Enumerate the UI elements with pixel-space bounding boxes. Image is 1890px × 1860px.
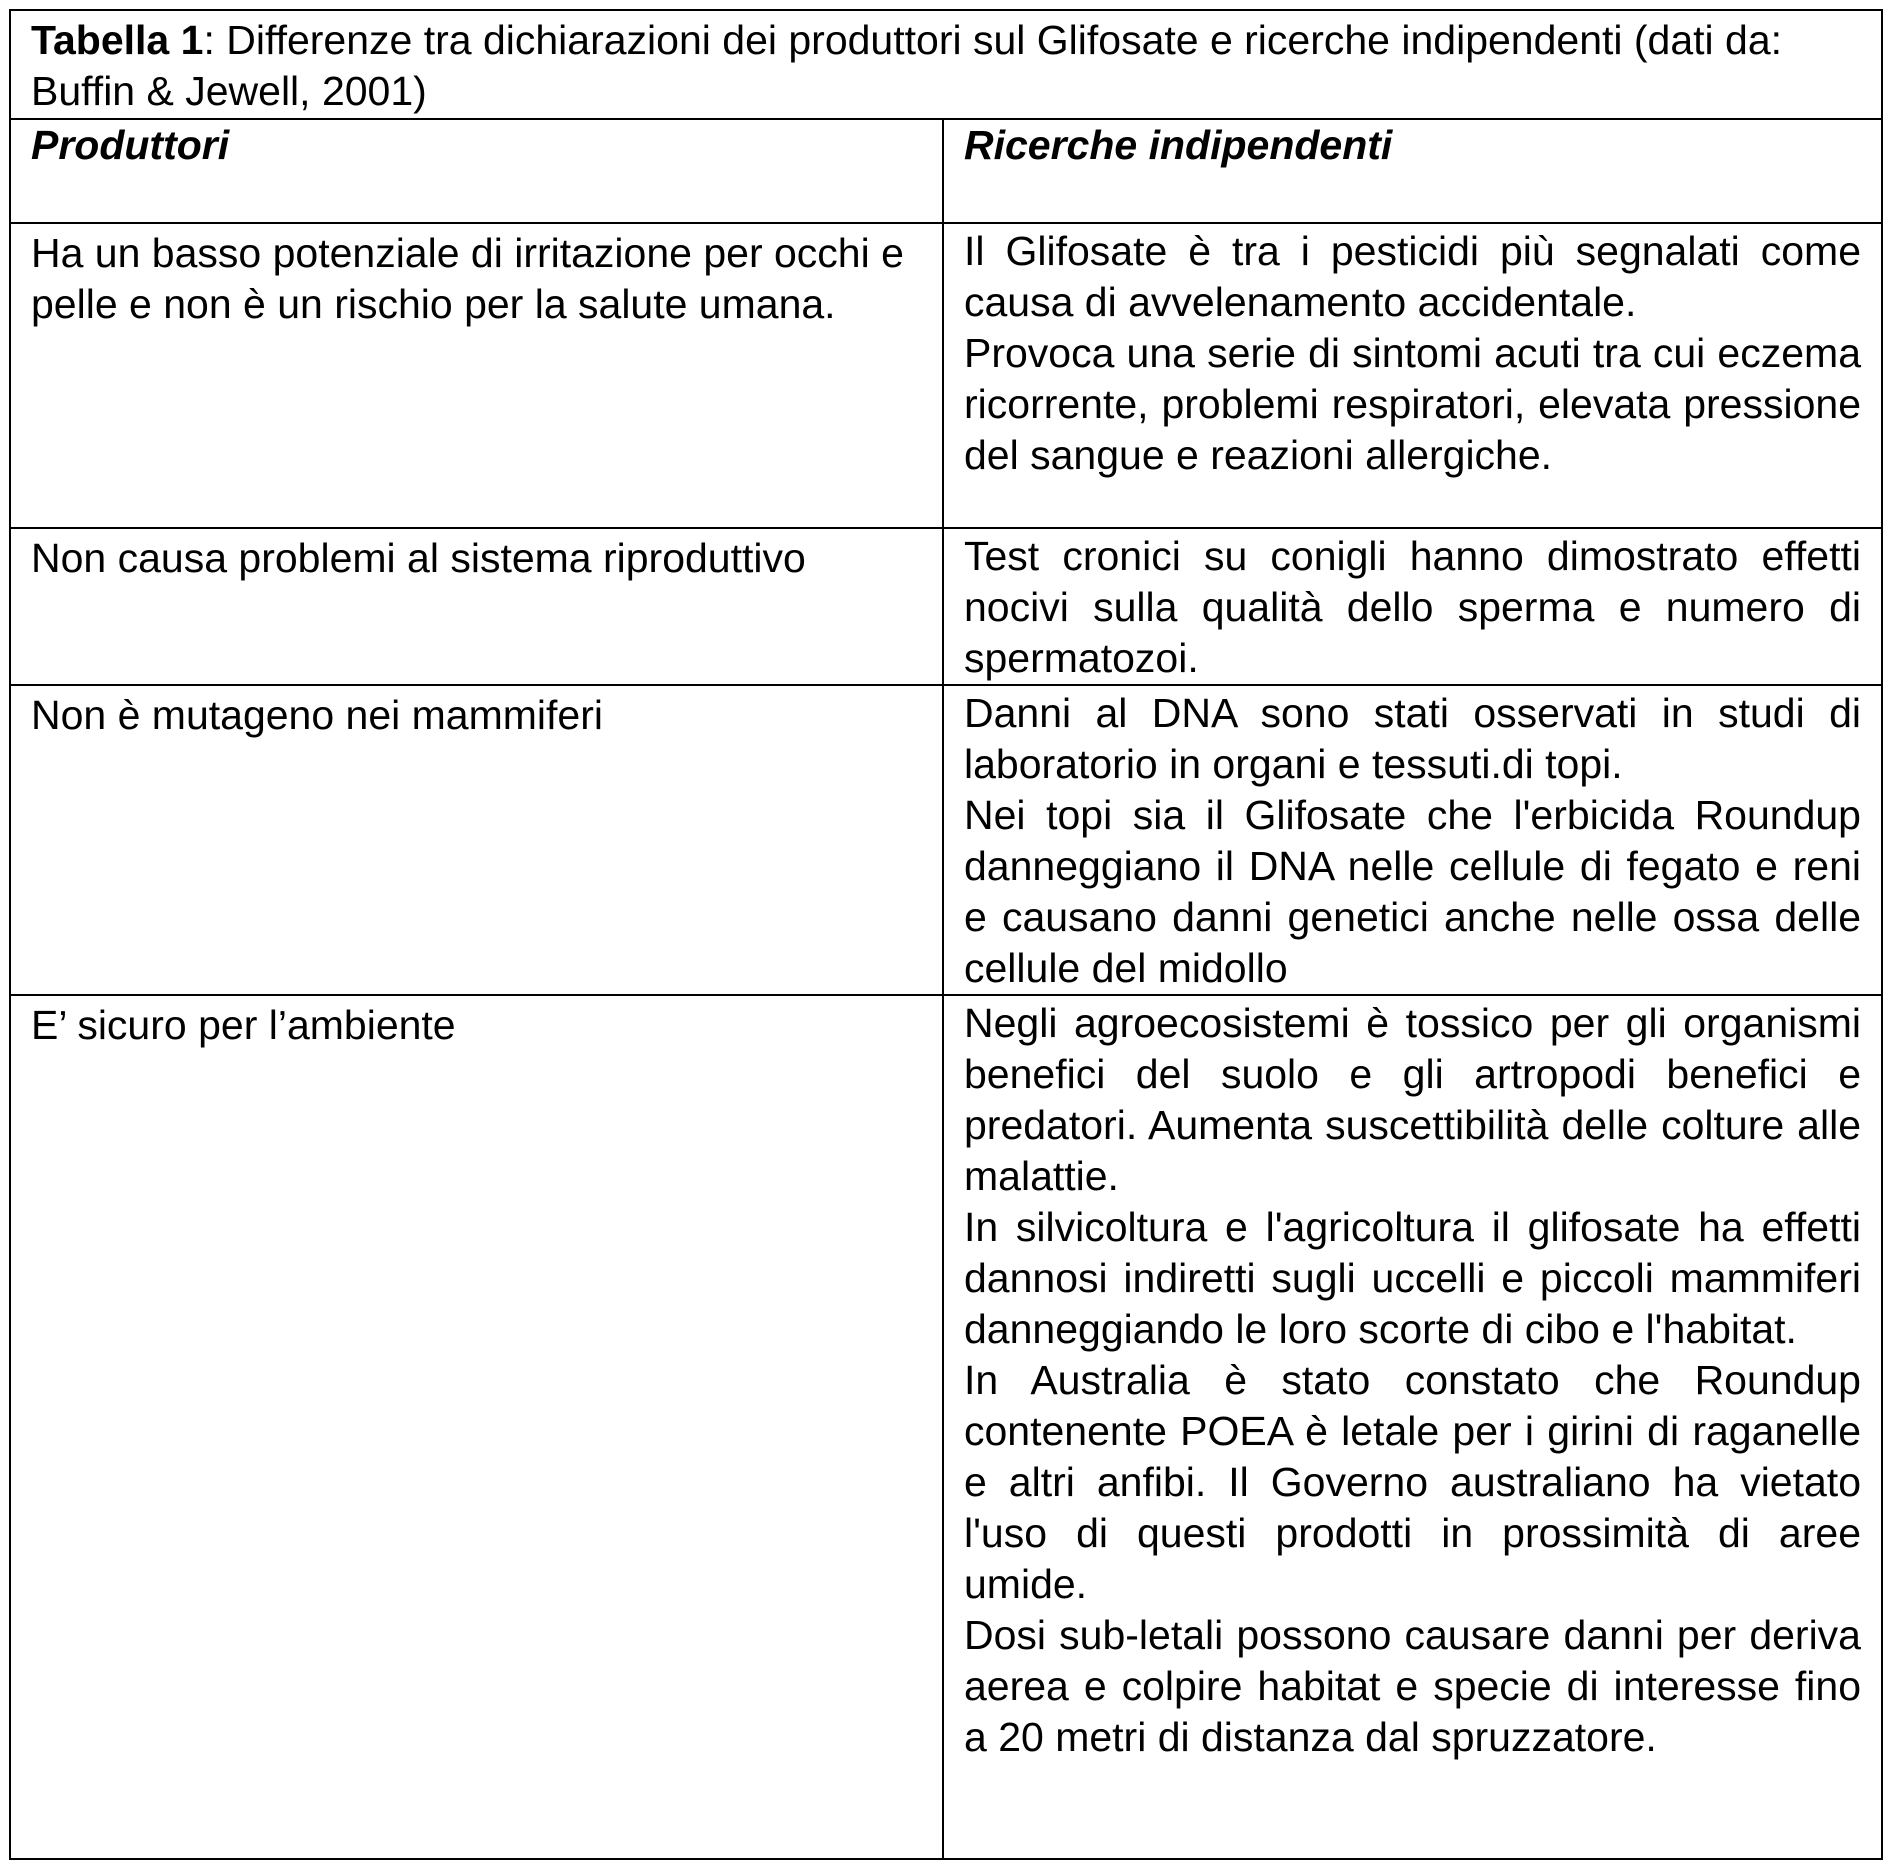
claim-text: Non è mutageno nei mammiferi [31,692,603,738]
finding-text: Nei topi sia il Glifosate che l'erbicida Roundup danneggiano il DNA nelle cellule di fegato e reni e causano danni genetici anche nelle ossa delle cellule del midollo [964,792,1861,991]
findings-cell [943,528,1882,685]
table-row [10,685,1882,995]
findings-cell [943,995,1882,1859]
finding-text: In silvicoltura e l'agricoltura il glifosate ha effetti dannosi indiretti sugli uccelli e piccoli mammiferi danneggiando le loro scorte di cibo e l'habitat. [964,1204,1861,1352]
table-row [10,528,1882,685]
caption-row [10,10,1882,119]
finding-text: Dosi sub-letali possono causare danni per deriva aerea e colpire habitat e specie di interesse fino a 20 metri di distanza dal spruzzatore. [964,1612,1861,1760]
findings-cell [943,685,1882,995]
caption-text: : Differenze tra dichiarazioni dei produttori sul Glifosate e ricerche indipendenti (dati da: Buffin & Jewell, 2001) [31,17,1783,114]
table-row [10,223,1882,528]
header-row [10,119,1882,223]
claim-cell [10,223,943,528]
finding-text: Negli agroecosistemi è tossico per gli organismi benefici del suolo e gli artropodi benefici e predatori. Aumenta suscettibilità delle colture alle malattie. [964,1000,1861,1199]
claim-cell [10,685,943,995]
table-caption [10,10,1882,119]
table-row [10,995,1882,1859]
finding-text: Il Glifosate è tra i pesticidi più segnalati come causa di avvelenamento accidentale. [964,228,1861,325]
claim-text: E’ sicuro per l’ambiente [31,1002,456,1048]
claim-cell [10,995,943,1859]
header-ricerche-indipendenti: Ricerche indipendenti [943,119,1882,223]
caption-label: Tabella 1 [31,17,204,63]
findings-cell [943,223,1882,528]
finding-text: Test cronici su conigli hanno dimostrato effetti nocivi sulla qualità dello sperma e numero di spermatozoi. [964,533,1861,681]
header-produttori: Produttori [10,119,943,223]
comparison-table [9,9,1883,1860]
finding-text: Danni al DNA sono stati osservati in studi di laboratorio in organi e tessuti.di topi. [964,690,1861,787]
claim-text: Ha un basso potenziale di irritazione per occhi e pelle e non è un rischio per la salute umana. [31,230,904,327]
finding-text: In Australia è stato constato che Roundup contenente POEA è letale per i girini di raganelle e altri anfibi. Il Governo australiano ha vietato l'uso di questi prodotti in prossimità di aree umide. [964,1357,1861,1607]
finding-text: Provoca una serie di sintomi acuti tra cui eczema ricorrente, problemi respiratori, elevata pressione del sangue e reazioni allergiche. [964,330,1861,478]
claim-text: Non causa problemi al sistema riproduttivo [31,535,806,581]
claim-cell [10,528,943,685]
